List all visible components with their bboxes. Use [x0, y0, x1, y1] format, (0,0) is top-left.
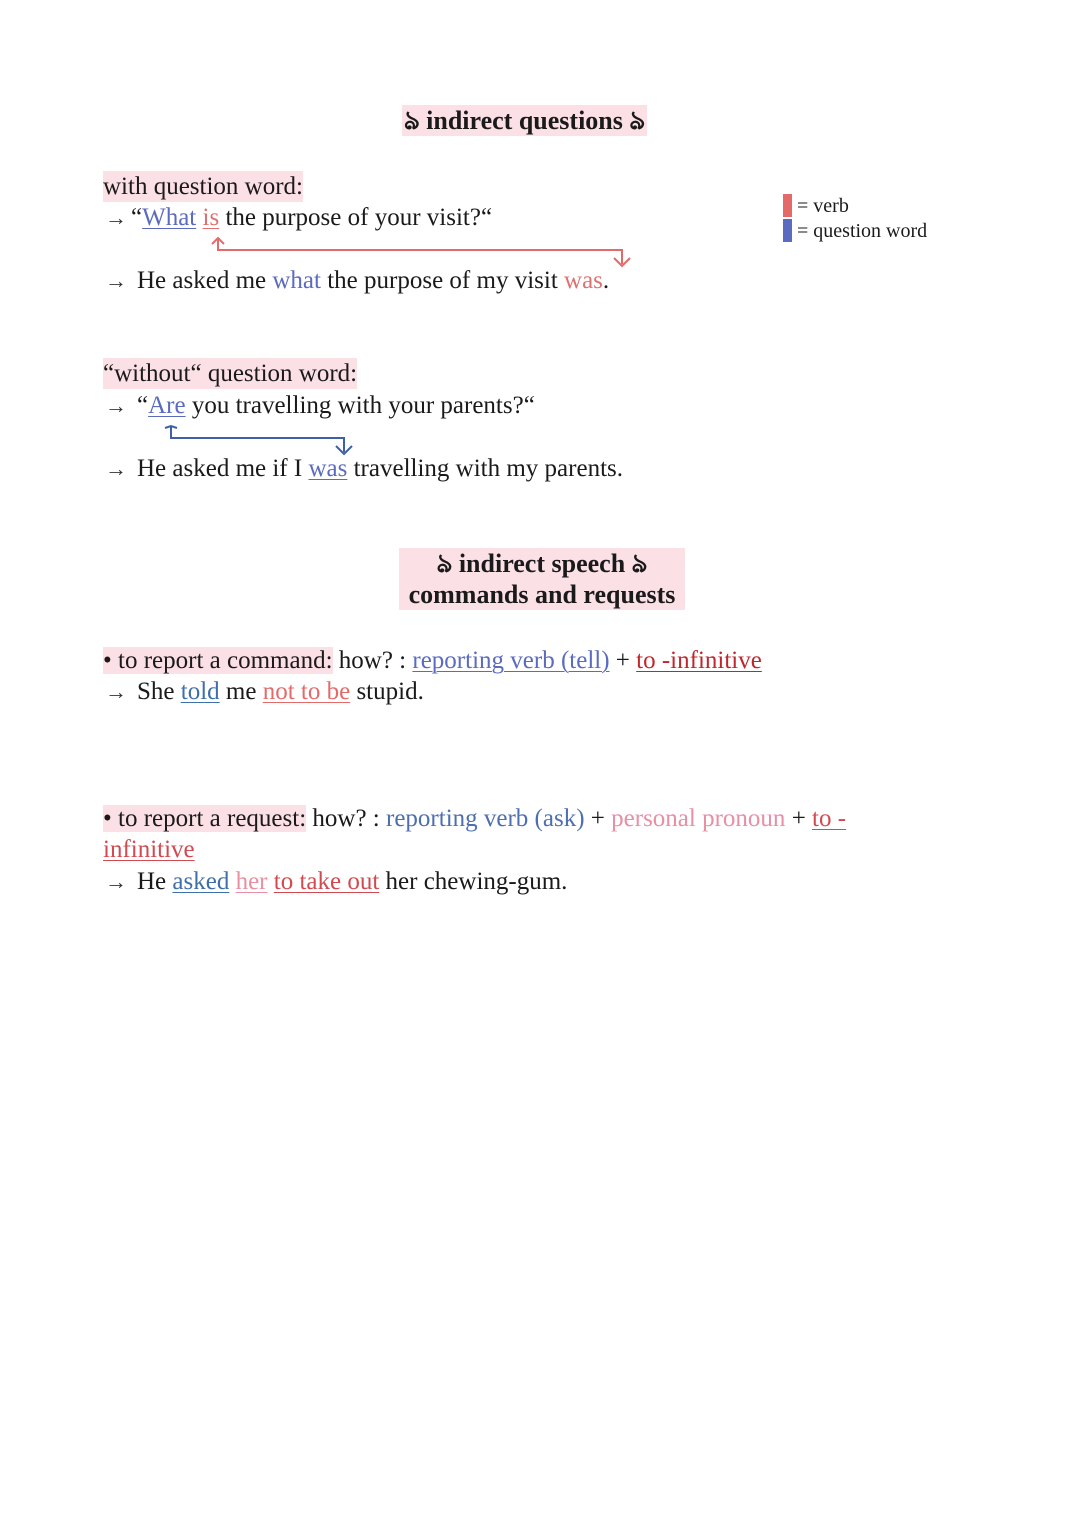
infinitive-not-to-be: not to be	[262, 678, 351, 705]
infinitive-to-take-out: to take out	[273, 868, 380, 895]
ornament-right-icon: ঌ	[631, 549, 648, 578]
request-rule: • to report a request: how? : reporting verb (ask) + personal pronoun + to - infinitive	[103, 805, 847, 863]
title-text: indirect speech	[458, 549, 626, 578]
command-rule: • to report a command: how? : reporting verb (tell) + to -infinitive	[103, 647, 762, 674]
right-arrow-icon: →	[105, 679, 127, 704]
pronoun-her: her	[235, 868, 268, 895]
ornament-left-icon: ঌ	[436, 549, 453, 578]
verb-told: told	[180, 678, 220, 705]
request-label: • to report a request:	[103, 805, 307, 832]
command-example: → She told me not to be stupid.	[105, 678, 424, 705]
subtitle-text: commands and requests	[408, 580, 676, 609]
legend-question-word-label: = question word	[797, 220, 928, 242]
to-infinitive-part2: infinitive	[103, 836, 195, 863]
verb-are: Are	[148, 392, 186, 419]
to-infinitive-part1: to -	[812, 805, 847, 832]
to-infinitive: to -infinitive	[636, 647, 762, 674]
direct-question-without-qw: → “Are you travelling with your parents?“	[105, 392, 535, 419]
reporting-verb-tell: reporting verb (tell)	[412, 647, 610, 674]
legend-verb-label: = verb	[797, 195, 849, 217]
personal-pronoun: personal pronoun	[611, 805, 786, 832]
verb-was: was	[308, 455, 348, 482]
right-arrow-icon: →	[105, 456, 127, 481]
ornament-right-icon: ঌ	[629, 106, 646, 135]
right-arrow-icon: →	[105, 393, 127, 418]
verb-was: was	[564, 267, 603, 294]
right-arrow-icon: →	[105, 268, 127, 293]
title-text: indirect questions	[426, 106, 623, 135]
indirect-answer-without-qw: → He asked me if I was travelling with my parents.	[105, 455, 623, 482]
verb-asked: asked	[172, 868, 230, 895]
indirect-speech-title	[399, 548, 685, 610]
verb-shift-arrow-red	[212, 238, 630, 266]
command-label: • to report a command:	[103, 647, 333, 674]
right-arrow-icon: →	[105, 205, 127, 230]
question-word-what: what	[272, 267, 321, 294]
verb-shift-arrow-blue	[165, 426, 352, 454]
with-question-word-heading: with question word:	[103, 173, 303, 200]
direct-question-with-qw: → “What is the purpose of your visit?“	[105, 204, 493, 231]
without-question-word-heading: “without“ question word:	[103, 360, 358, 387]
verb-is: is	[202, 204, 220, 231]
question-word-what: What	[142, 204, 197, 231]
reporting-verb-ask: reporting verb (ask)	[386, 805, 585, 832]
right-arrow-icon: →	[105, 869, 127, 894]
request-example: → He asked her to take out her chewing-gum.	[105, 868, 568, 895]
ornament-left-icon: ঌ	[404, 106, 420, 135]
indirect-answer-with-qw: → He asked me what the purpose of my visit was.	[105, 267, 610, 294]
